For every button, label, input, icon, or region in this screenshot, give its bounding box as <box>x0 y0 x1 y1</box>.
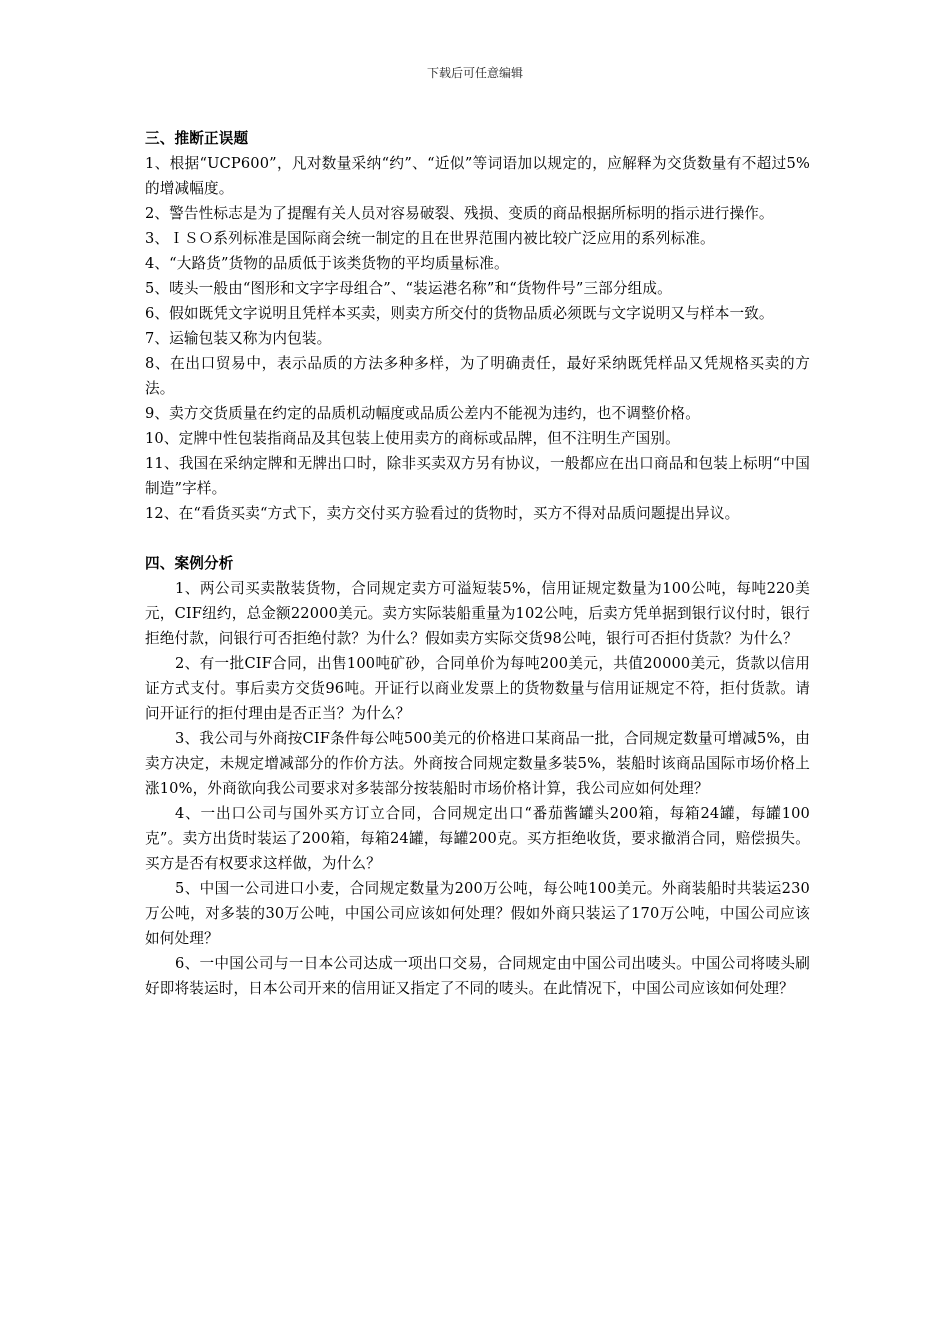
case-item: 1、两公司买卖散装货物，合同规定卖方可溢短装5%，信用证规定数量为100公吨，每吨220美元，CIF纽约，总金额22000美元。卖方实际装船重量为102公吨，后卖方凭单据到银行议付时，银行拒绝付款，问银行可否拒绝付款？为什么？假如卖方实际交货98公吨，银行可否拒付货款？为什么？ <box>145 580 810 647</box>
case-item: 5、中国一公司进口小麦，合同规定数量为200万公吨，每公吨100美元。外商装船时共装运230万公吨，对多装的30万公吨，中国公司应该如何处理？假如外商只装运了170万公吨，中国公司应该如何处理？ <box>145 880 810 947</box>
case-item: 4、一出口公司与国外买方订立合同，合同规定出口“番茄酱罐头200箱，每箱24罐，每罐100克”。卖方出货时装运了200箱，每箱24罐，每罐200克。买方拒绝收货，要求撤消合同，赔偿损失。买方是否有权要求这样做，为什么？ <box>145 805 810 872</box>
question-item: 9、卖方交货质量在约定的品质机动幅度或品质公差内不能视为违约，也不调整价格。 <box>145 405 700 422</box>
case-item: 2、有一批CIF合同，出售100吨矿砂，合同单价为每吨200美元，共值20000美元，货款以信用证方式支付。事后卖方交货96吨。开证行以商业发票上的货物数量与信用证规定不符，拒付货款。请问开证行的拒付理由是否正当？为什么？ <box>145 655 810 722</box>
question-item: 10、定牌中性包装指商品及其包装上使用卖方的商标或品牌，但不注明生产国别。 <box>145 430 680 447</box>
question-item: 8、在出口贸易中，表示品质的方法多种多样，为了明确责任，最好采纳既凭样品又凭规格买卖的方法。 <box>145 355 810 397</box>
question-item: 3、ＩＳＯ系列标准是国际商会统一制定的且在世界范围内被比较广泛应用的系列标准。 <box>145 230 715 247</box>
section-true-false <box>145 126 810 526</box>
question-item: 5、唛头一般由“图形和文字字母组合”、“装运港名称”和“货物件号”三部分组成。 <box>145 280 672 297</box>
question-item: 7、运输包装又称为内包装。 <box>145 330 332 347</box>
section-heading: 四、案例分析 <box>145 555 234 572</box>
document-body <box>145 126 810 1001</box>
question-item: 2、警告性标志是为了提醒有关人员对容易破裂、残损、变质的商品根据所标明的指示进行操作。 <box>145 205 774 222</box>
case-item: 6、一中国公司与一日本公司达成一项出口交易，合同规定由中国公司出唛头。中国公司将唛头刷好即将装运时，日本公司开来的信用证又指定了不同的唛头。在此情况下，中国公司应该如何处理？ <box>145 955 810 997</box>
question-item: 1、根据“UCP600”，凡对数量采纳“约”、“近似”等词语加以规定的，应解释为交货数量有不超过5%的增减幅度。 <box>145 155 810 197</box>
section-case-analysis <box>145 551 810 1001</box>
question-item: 4、“大路货”货物的品质低于该类货物的平均质量标准。 <box>145 255 509 272</box>
question-item: 12、在“看货买卖“方式下，卖方交付买方验看过的货物时，买方不得对品质问题提出异议。 <box>145 505 740 522</box>
question-item: 11、我国在采纳定牌和无牌出口时，除非买卖双方另有协议，一般都应在出口商品和包装上标明“中国制造”字样。 <box>145 455 810 497</box>
question-item: 6、假如既凭文字说明且凭样本买卖，则卖方所交付的货物品质必须既与文字说明又与样本一致。 <box>145 305 774 322</box>
section-heading: 三、推断正误题 <box>145 130 249 147</box>
page-header: 下载后可任意编辑 <box>426 66 523 80</box>
case-item: 3、我公司与外商按CIF条件每公吨500美元的价格进口某商品一批，合同规定数量可增减5%，由卖方决定，未规定增减部分的作价方法。外商按合同规定数量多装5%，装船时该商品国际市场价格上涨10%，外商欲向我公司要求对多装部分按装船时市场价格计算，我公司应如何处理？ <box>145 730 810 797</box>
